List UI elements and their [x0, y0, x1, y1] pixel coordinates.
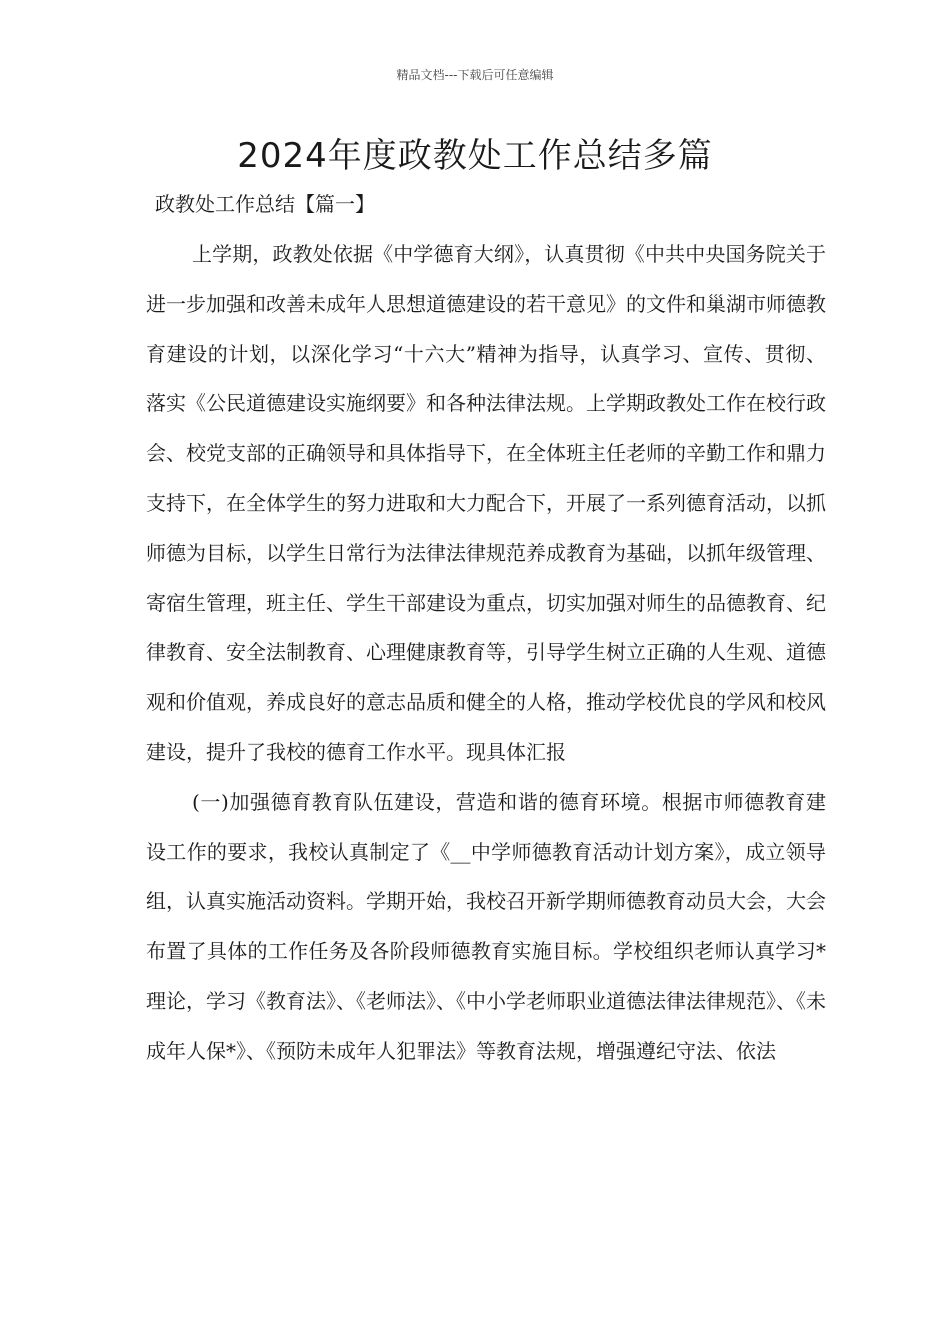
body-text [146, 230, 826, 1077]
paragraph: 上学期，政教处依据《中学德育大纲》，认真贯彻《中共中央国务院关于进一步加强和改善未成年人思想道德建设的若干意见》的文件和巢湖市师德教育建设的计划，以深化学习“十六大”精神为指导，认真学习、宣传、贯彻、落实《公民道德建设实施纲要》和各种法律法规。上学期政教处工作在校行政会、校党支部的正确领导和具体指导下，在全体班主任老师的辛勤工作和鼎力支持下，在全体学生的努力进取和大力配合下，开展了一系列德育活动，以抓师德为目标，以学生日常行为法律法律规范养成教育为基础，以抓年级管理、寄宿生管理，班主任、学生干部建设为重点，切实加强对师生的品德教育、纪律教育、安全法制教育、心理健康教育等，引导学生树立正确的人生观、道德观和价值观，养成良好的意志品质和健全的人格，推动学校优良的学风和校风建设，提升了我校的德育工作水平。现具体汇报 [146, 242, 826, 764]
section-subtitle: 政教处工作总结【篇一】 [155, 192, 375, 216]
header-note: 精品文档---下载后可任意编辑 [396, 68, 554, 82]
document-title: 2024年度政教处工作总结多篇 [237, 136, 713, 176]
paragraph: (一)加强德育教育队伍建设，营造和谐的德育环境。根据市师德教育建设工作的要求，我校认真制定了《__中学师德教育活动计划方案》，成立领导组，认真实施活动资料。学期开始，我校召开新学期师德教育动员大会，大会布置了具体的工作任务及各阶段师德教育实施目标。学校组织老师认真学习*理论，学习《教育法》、《老师法》、《中小学老师职业道德法律法律规范》、《未成年人保*》、《预防未成年人犯罪法》等教育法规，增强遵纪守法、依法 [146, 789, 826, 1063]
